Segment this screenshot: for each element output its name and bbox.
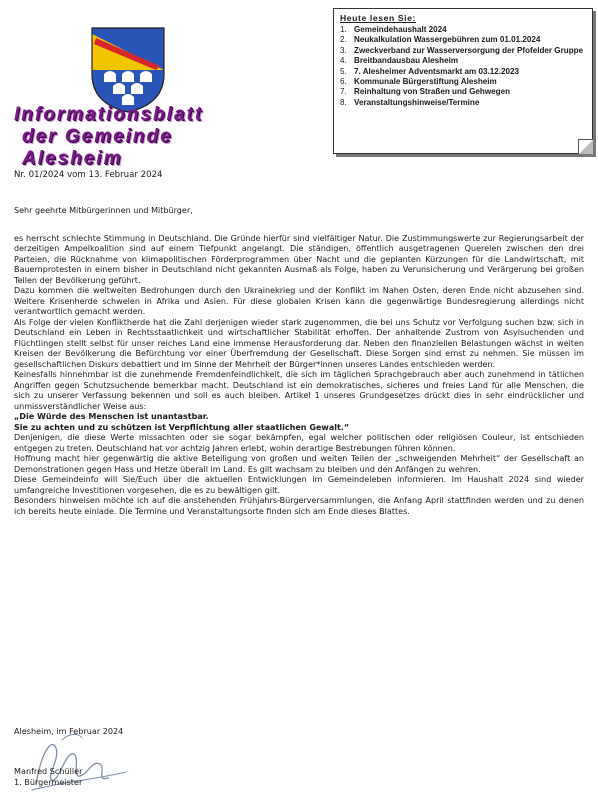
toc-list — [334, 25, 592, 108]
toc-item — [340, 25, 592, 35]
toc-text: Kommunale Bürgerstiftung Alesheim — [354, 77, 497, 87]
toc-text: 7. Alesheimer Adventsmarkt am 03.12.2023 — [354, 66, 519, 76]
title-line-1: Informationsblatt — [14, 104, 204, 125]
toc-text: Reinhaltung von Straßen und Gehwegen — [354, 87, 511, 97]
toc-number: 4. — [340, 56, 347, 66]
issue-number: Nr. 01/2024 vom 13. Februar 2024 — [14, 170, 163, 180]
paragraph: es herrscht schlechte Stimmung in Deutschland. Die Gründe hierfür sind vielfältiger Natur. Die Zustimmungswerte zur Regierungsarbeit der derzeitigen Ampelkoalition sind auf einem Tiefpunkt angelangt. Die ständigen, öffentlich ausgetragenen Querelen zwischen den drei Parteien, die Rücknahme von klimapolitischen Förderprogrammen über Nacht und die geplanten Kürzungen für die Landwirtschaft, mit Bauernprotesten in einem bisher in Deutschland nicht gekannten Ausmaß als Folge, haben zu Verunsicherung und Verärgerung bei großen Teilen der Bevölkerung geführt. — [14, 233, 584, 285]
paragraph: Als Folge der vielen Konfliktherde hat die Zahl derjenigen wieder stark zugenommen, die bei uns Schutz vor Verfolgung suchen bzw. sich in Deutschland ein Leben in Rechtsstaatlichkeit und wirtschaftlicher Stabilität erhoffen. Der anhaltende Zustrom von Asylsuchenden und Flüchtlingen stellt selbst für unser reiches Land eine immense Herausforderung dar. Neben den finanziellen Belastungen wächst in weiten Kreisen der Bevölkerung die Befürchtung vor einer Überfremdung der Gesellschaft. Diese Sorgen sind ernst zu nehmen. Sie müssen im gesellschaftlichen Diskurs debattiert und im Sinne der Mehrheit der Bürger*innen unseres Landes entschieden werden. — [14, 317, 584, 369]
toc-text: Veranstaltungshinweise/Termine — [354, 97, 480, 107]
toc-heading: Heute lesen Sie: — [340, 13, 416, 23]
table-of-contents — [333, 8, 593, 154]
toc-number: 7. — [340, 87, 347, 97]
municipal-crest — [90, 26, 166, 114]
page-curl-decoration — [578, 139, 593, 154]
signatory — [14, 766, 82, 787]
title-line-2: der Gemeinde Alesheim — [22, 126, 173, 169]
toc-number: 1. — [340, 25, 347, 34]
toc-text: Zweckverband zur Wasserversorgung der Pfofelder Gruppe — [354, 45, 584, 55]
toc-text: Neukalkulation Wassergebühren zum 01.01.2024 — [354, 35, 541, 45]
toc-item — [340, 35, 592, 45]
toc-item — [340, 56, 592, 66]
paragraph: Hoffnung macht hier gegenwärtig die aktive Beteiligung von großen und weiten Teilen der „schweigenden Mehrheit“ der Gesellschaft an Demonstrationen gegen Hass und Hetze überall im Land. Es gilt wachsam zu bleiben und den Anfängen zu wehren. — [14, 454, 584, 474]
paragraph: Diese Gemeindeinfo will Sie/Euch über die aktuellen Entwicklungen im Gemeindeleben informieren. Im Haushalt 2024 sind wieder umfangreiche Investitionen vorgesehen, die es zu bewältigen gilt. — [14, 475, 584, 495]
newsletter-title — [14, 104, 254, 170]
toc-item — [340, 77, 592, 87]
toc-number: 8. — [340, 97, 347, 107]
paragraph: Besonders hinweisen möchte ich auf die anstehenden Frühjahrs-Bürgerversammlungen, die Anfang April stattfinden werden und zu denen ich bereits heute einlade. Die Termine und Veranstaltungsorte finden sich am Ende dieses Blattes. — [14, 496, 584, 516]
toc-item — [340, 67, 592, 77]
toc-number: 5. — [340, 66, 347, 76]
toc-item — [340, 98, 592, 108]
paragraph: Dazu kommen die weltweiten Bedrohungen durch den Ukrainekrieg und der Konflikt im Nahen Osten, deren Ende nicht abzusehen sind. Weitere Krisenherde schwelen in Afrika und Asien. Für diese globalen Krisen kann die gegenwärtige Bundesregierung allerdings nicht verantwortlich gemacht werden. — [14, 286, 584, 316]
paragraph: Keinesfalls hinnehmbar ist die zunehmende Fremdenfeindlichkeit, die sich im täglichen Sprachgebrauch aber auch zunehmend in tätlichen Angriffen gegen Schutzsuchende bemerkbar macht. Deutschland ist ein demokratisches, sicheres und freies Land für alle Menschen, die sich zu unserer Verfassung bekennen und soll es auch bleiben. Artikel 1 unseres Grundgesetzes drückt dies in sehr eindrücklicher und unmissverständlicher Weise aus: — [14, 370, 584, 411]
quote-line-1: „Die Würde des Menschen ist unantastbar. — [14, 412, 209, 421]
signatory-role: 1. Bürgermeister — [14, 776, 83, 787]
toc-text: Breitbandausbau Alesheim — [354, 56, 459, 66]
toc-item — [340, 46, 592, 56]
toc-text: Gemeindehaushalt 2024 — [354, 25, 447, 34]
toc-number: 2. — [340, 35, 347, 45]
quote-line-2: Sie zu achten und zu schützen ist Verpflichtung aller staatlichen Gewalt.“ — [14, 422, 350, 432]
signatory-name: Manfred Schüller — [14, 766, 83, 776]
paragraph: Denjenigen, die diese Werte missachten oder sie sogar bekämpfen, egal welcher politischen oder religiösen Couleur, ist entschieden entgegen zu treten. Deutschland hat vor achtzig Jahren erlebt, wohin derartige Bestrebungen führen können. — [14, 433, 584, 453]
toc-item — [340, 87, 592, 97]
salutation: Sehr geehrte Mitbürgerinnen und Mitbürger, — [14, 206, 193, 215]
letter-body — [14, 206, 584, 517]
toc-number: 6. — [340, 77, 347, 87]
toc-number: 3. — [340, 45, 347, 55]
place-and-date: Alesheim, im Februar 2024 — [14, 726, 124, 736]
